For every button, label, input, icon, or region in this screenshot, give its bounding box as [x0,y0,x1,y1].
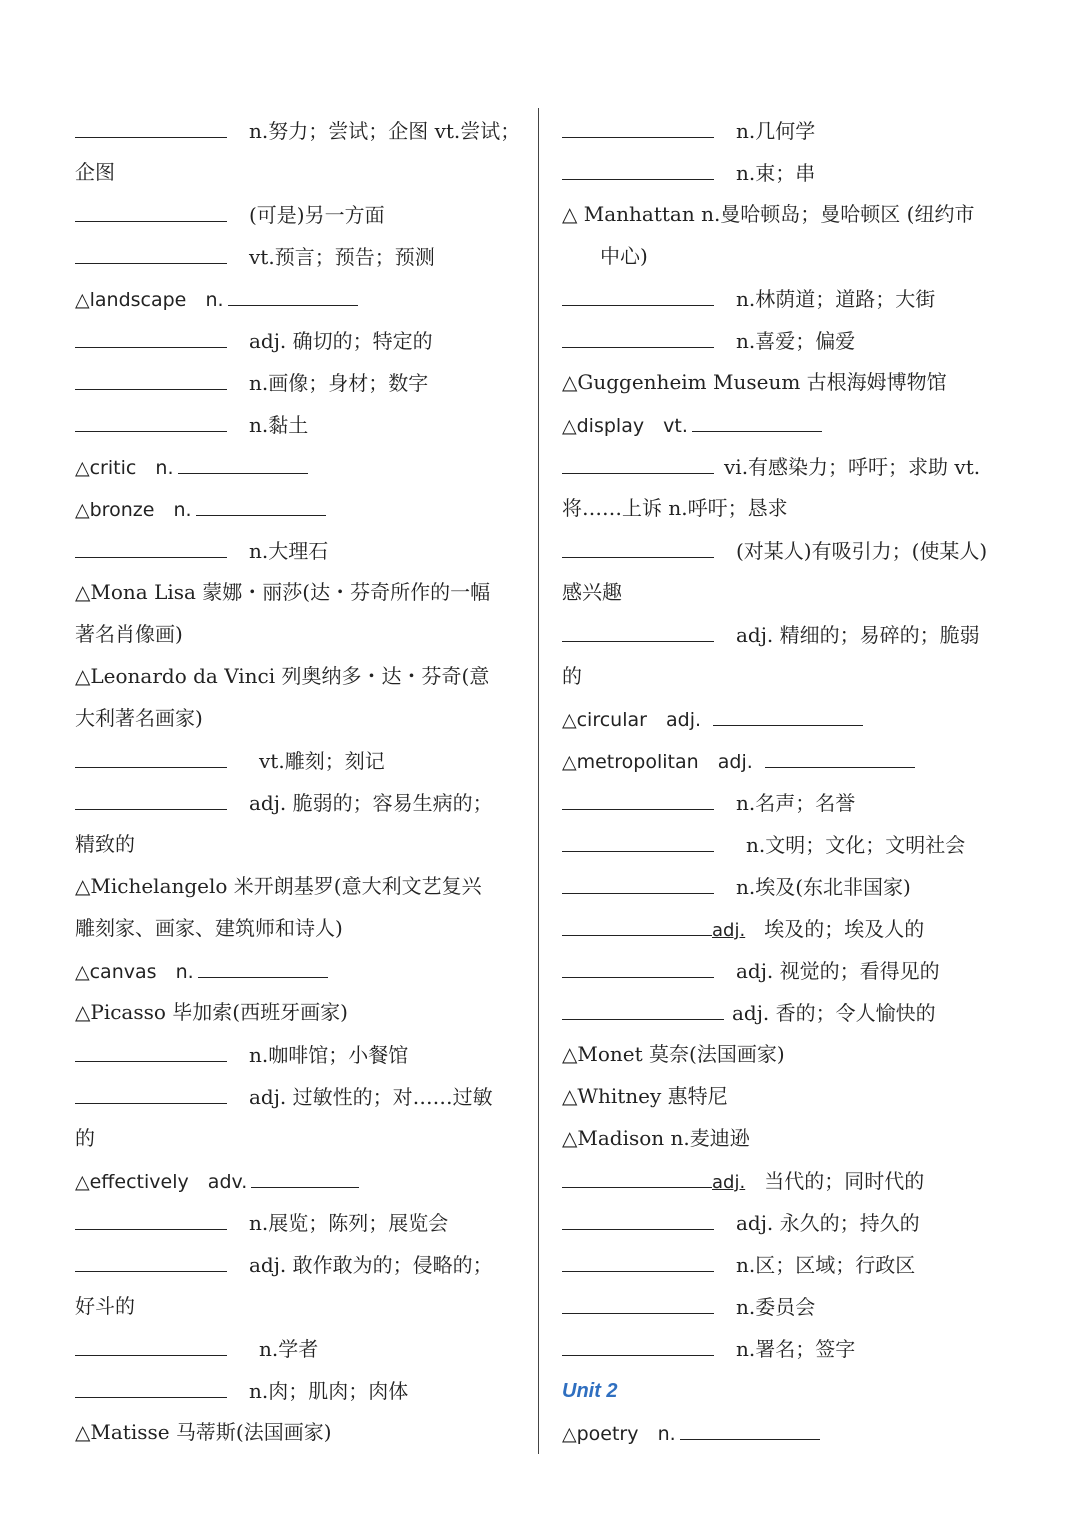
vocab-line: adj. 视觉的；看得见的 [562,949,1008,991]
vocab-line-continued: 好斗的 [75,1294,135,1318]
vocab-line: adj. 精细的；易碎的；脆弱 [562,613,1008,655]
vocab-line: n.黏土 [75,403,523,445]
answer-blank[interactable] [75,319,227,348]
answer-blank[interactable] [562,949,714,978]
vocab-line: adj. 当代的；同时代的 [562,1159,1008,1201]
answer-blank[interactable] [562,907,712,936]
vocab-line: n.文明；文化；文明社会 [562,823,1008,865]
answer-blank[interactable] [198,949,328,978]
answer-blank[interactable] [680,1411,820,1440]
vocab-line: △canvas n. [75,949,523,991]
vocab-line: △metropolitan adj. [562,739,1008,781]
left-column [75,109,523,1453]
answer-blank[interactable] [228,277,358,306]
vocab-line-continued: 中心) [600,244,648,268]
answer-blank[interactable] [75,109,227,138]
answer-blank[interactable] [75,361,227,390]
answer-blank[interactable] [562,823,714,852]
vocab-line: n.林荫道；道路；大街 [562,277,1008,319]
vocab-line-continued: 企图 [75,160,115,184]
vocab-line: △landscape n. [75,277,523,319]
vocab-line-continued: 的 [562,664,582,688]
answer-blank[interactable] [562,1327,714,1356]
answer-blank[interactable] [75,235,227,264]
answer-blank[interactable] [75,193,227,222]
answer-blank[interactable] [562,1159,712,1188]
vocab-line: adj. 确切的；特定的 [75,319,523,361]
answer-blank[interactable] [75,1201,227,1230]
answer-blank[interactable] [562,1285,714,1314]
answer-blank[interactable] [75,1075,227,1104]
answer-blank[interactable] [562,277,714,306]
answer-blank[interactable] [562,529,714,558]
answer-blank[interactable] [75,781,227,810]
answer-blank[interactable] [562,613,714,642]
vocab-line: adj. 香的；令人愉快的 [562,991,1008,1033]
vocab-line: n.咖啡馆；小餐馆 [75,1033,523,1075]
vocab-line: △Leonardo da Vinci 列奥纳多・达・芬奇(意 [75,664,490,688]
vocab-line: △circular adj. [562,697,1008,739]
vocab-line-continued: 雕刻家、画家、建筑师和诗人) [75,916,343,940]
answer-blank[interactable] [75,1033,227,1062]
vocab-line: △ Manhattan n.曼哈顿岛；曼哈顿区 (纽约市 [562,202,975,226]
vocab-line-continued: 精致的 [75,832,135,856]
answer-blank[interactable] [562,865,714,894]
vocab-line: adj. 过敏性的；对……过敏 [75,1075,523,1117]
vocab-line: n.努力；尝试；企图 vt.尝试； [75,109,523,151]
right-column [562,109,1008,1453]
vocab-line: (可是)另一方面 [75,193,523,235]
vocab-line: △Guggenheim Museum 古根海姆博物馆 [562,370,947,394]
vocab-line: n.展览；陈列；展览会 [75,1201,523,1243]
answer-blank[interactable] [251,1159,359,1188]
vocab-line: n.埃及(东北非国家) [562,865,1008,907]
vocab-line: n.几何学 [562,109,1008,151]
answer-blank[interactable] [75,739,227,768]
vocab-line: adj. 脆弱的；容易生病的； [75,781,523,823]
vocab-line: vt.雕刻；刻记 [75,739,523,781]
vocab-line: n.束；串 [562,151,1008,193]
vocab-line: adj. 埃及的；埃及人的 [562,907,1008,949]
vocab-line: n.画像；身材；数字 [75,361,523,403]
vocab-line: △poetry n. [562,1411,1008,1453]
answer-blank[interactable] [562,991,724,1020]
vocab-line-continued: 的 [75,1126,95,1150]
answer-blank[interactable] [562,151,714,180]
answer-blank[interactable] [75,529,227,558]
vocab-line: △Picasso 毕加索(西班牙画家) [75,1000,348,1024]
answer-blank[interactable] [75,403,227,432]
vocab-line: n.名声；名誉 [562,781,1008,823]
answer-blank[interactable] [562,445,714,474]
answer-blank[interactable] [75,1369,227,1398]
vocab-line: n.委员会 [562,1285,1008,1327]
vocab-line: n.大理石 [75,529,523,571]
answer-blank[interactable] [562,319,714,348]
answer-blank[interactable] [692,403,822,432]
vocab-line: vt.预言；预告；预测 [75,235,523,277]
vocab-line-continued: 感兴趣 [562,580,622,604]
vocab-line: △Whitney 惠特尼 [562,1084,728,1108]
vocab-line: △display vt. [562,403,1008,445]
answer-blank[interactable] [562,781,714,810]
unit-heading: Unit 2 [562,1380,618,1402]
answer-blank[interactable] [765,739,915,768]
answer-blank[interactable] [75,1243,227,1272]
vocab-line: vi.有感染力；呼吁；求助 vt. [562,445,1008,487]
answer-blank[interactable] [562,1201,714,1230]
answer-blank[interactable] [562,1243,714,1272]
vocab-line: △Matisse 马蒂斯(法国画家) [75,1420,332,1444]
vocab-line: (对某人)有吸引力；(使某人) [562,529,1008,571]
answer-blank[interactable] [196,487,326,516]
answer-blank[interactable] [562,109,714,138]
answer-blank[interactable] [713,697,863,726]
answer-blank[interactable] [178,445,308,474]
vocab-line: n.肉；肌肉；肉体 [75,1369,523,1411]
vocab-line: △Michelangelo 米开朗基罗(意大利文艺复兴 [75,874,482,898]
vocab-line-continued: 大利著名画家) [75,706,203,730]
vocab-line: n.喜爱；偏爱 [562,319,1008,361]
vocab-line: △Madison n.麦迪逊 [562,1126,750,1150]
vocab-line: △bronze n. [75,487,523,529]
answer-blank[interactable] [75,1327,227,1356]
vocab-line: adj. 永久的；持久的 [562,1201,1008,1243]
vocab-line-continued: 将……上诉 n.呼吁；恳求 [562,496,788,520]
vocab-line: n.区；区域；行政区 [562,1243,1008,1285]
vocab-line: n.署名；签字 [562,1327,1008,1369]
vocab-line: △effectively adv. [75,1159,523,1201]
vocab-line: △Monet 莫奈(法国画家) [562,1042,785,1066]
vocab-line: △Mona Lisa 蒙娜・丽莎(达・芬奇所作的一幅 [75,580,491,604]
vocab-line: adj. 敢作敢为的；侵略的； [75,1243,523,1285]
vocab-line: n.学者 [75,1327,523,1369]
column-divider [538,108,539,1454]
vocab-line-continued: 著名肖像画) [75,622,183,646]
vocab-line: △critic n. [75,445,523,487]
